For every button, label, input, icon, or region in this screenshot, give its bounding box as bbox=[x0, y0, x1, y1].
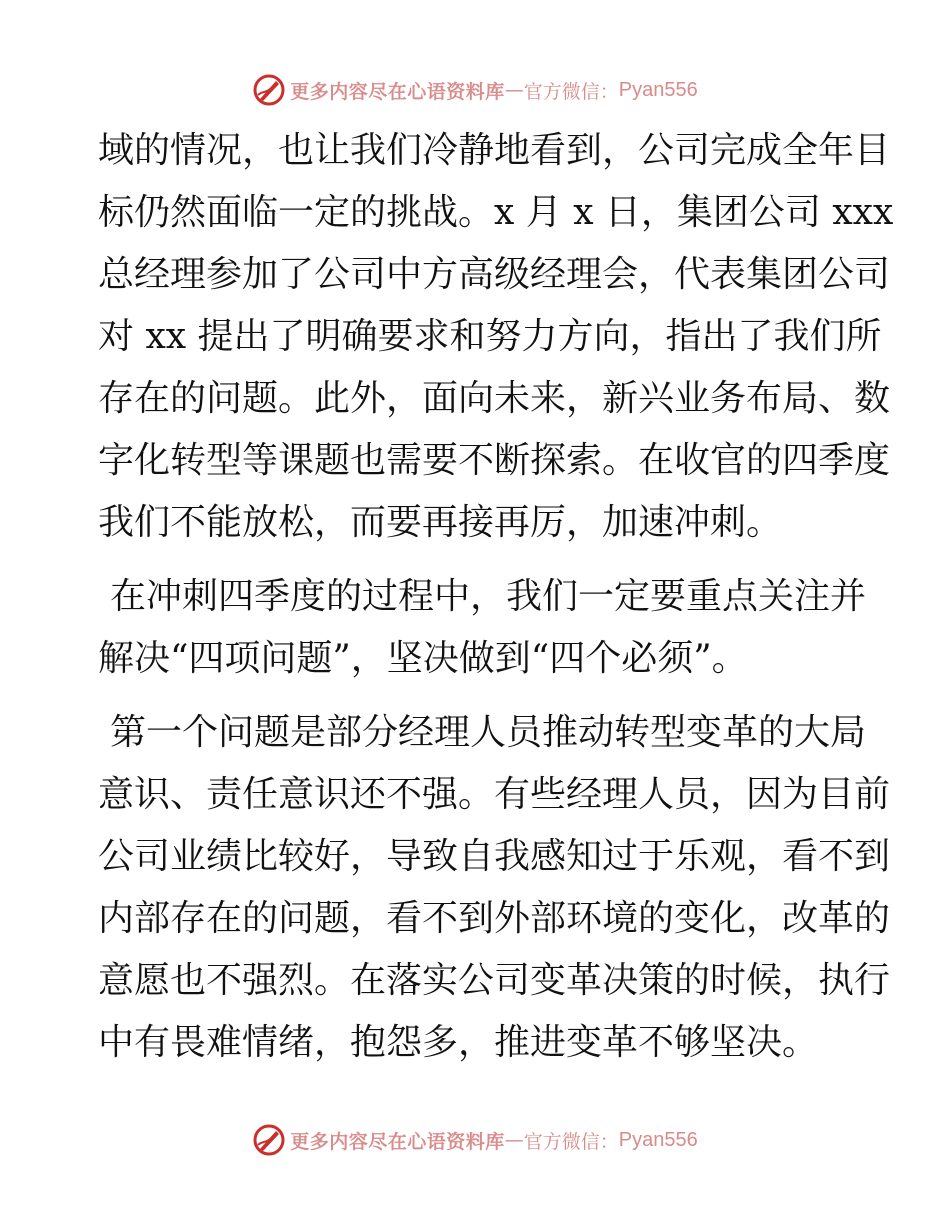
quill-logo-icon bbox=[252, 73, 286, 107]
footer-watermark bbox=[0, 1122, 950, 1158]
text-line: 公司业绩比较好，导致自我感知过于乐观，看不到 bbox=[98, 836, 891, 877]
body-text bbox=[98, 120, 894, 1086]
paragraph-2 bbox=[98, 566, 867, 690]
watermark-dash: — bbox=[504, 1129, 524, 1151]
paragraph-3 bbox=[98, 702, 891, 1074]
watermark-wechat-id: Pyan556 bbox=[618, 78, 698, 101]
watermark-site-text: 更多内容尽在心语资料库 bbox=[290, 1130, 505, 1153]
header-watermark bbox=[0, 72, 950, 108]
text-line: 第一个问题是部分经理人员推动转型变革的大局 bbox=[110, 712, 867, 753]
watermark-wechat-id: Pyan556 bbox=[618, 1128, 698, 1151]
text-line: 对 xx 提出了明确要求和努力方向，指出了我们所 bbox=[98, 316, 882, 357]
text-line: 总经理参加了公司中方高级经理会，代表集团公司 bbox=[98, 254, 891, 295]
text-line: 中有畏难情绪，抱怨多，推进变革不够坚决。 bbox=[98, 1022, 819, 1063]
paragraph-1 bbox=[98, 120, 894, 554]
text-line: 标仍然面临一定的挑战。x 月 x 日，集团公司 xxx bbox=[98, 192, 894, 233]
text-line: 域的情况，也让我们冷静地看到，公司完成全年目 bbox=[98, 130, 891, 171]
text-line: 意愿也不强烈。在落实公司变革决策的时候，执行 bbox=[98, 960, 891, 1001]
watermark-site-text: 更多内容尽在心语资料库 bbox=[290, 80, 505, 103]
text-line: 字化转型等课题也需要不断探索。在收官的四季度 bbox=[98, 440, 891, 481]
text-line: 解决“四项问题”，坚决做到“四个必须”。 bbox=[98, 638, 748, 679]
text-line: 我们不能放松，而要再接再厉，加速冲刺。 bbox=[98, 502, 783, 543]
watermark-dash: — bbox=[504, 79, 524, 101]
text-line: 意识、责任意识还不强。有些经理人员，因为目前 bbox=[98, 774, 891, 815]
text-line: 在冲刺四季度的过程中，我们一定要重点关注并 bbox=[110, 576, 867, 617]
watermark-wechat-label: 官方微信： bbox=[523, 1130, 619, 1153]
text-line: 内部存在的问题，看不到外部环境的变化，改革的 bbox=[98, 898, 891, 939]
text-line: 存在的问题。此外，面向未来，新兴业务布局、数 bbox=[98, 378, 891, 419]
quill-logo-icon bbox=[252, 1123, 286, 1157]
watermark-wechat-label: 官方微信： bbox=[523, 80, 619, 103]
